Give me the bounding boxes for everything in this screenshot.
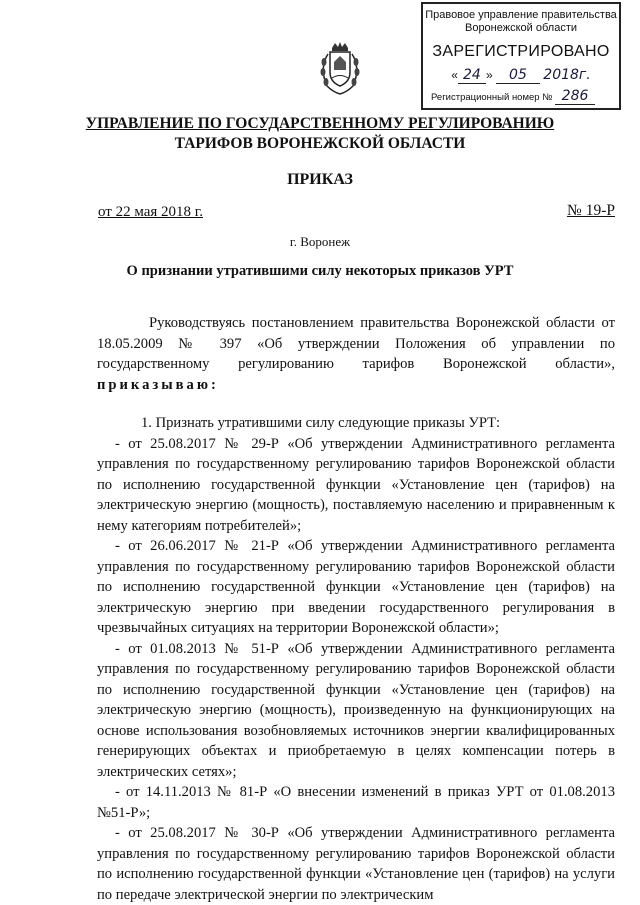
repealed-order-entry: - от 25.08.2017 № 30-Р «Об утверждении Административного регламента управления по государственному регулированию тарифов Воронежской области по исполнению государственной функции «Установление цен (тарифов) на услуги по передаче электрической энергии по электрическим [97, 825, 615, 903]
stamp-reg-number-value: 286 [555, 88, 595, 105]
order-date: от 22 мая 2018 г. [98, 204, 204, 220]
registration-stamp [421, 2, 621, 110]
stamp-reg-number [423, 88, 619, 105]
order-subject: О признании утратившими силу некоторых приказов УРТ [126, 263, 514, 279]
repealed-order-entry: - от 01.08.2013 № 51-Р «Об утверждении Административного регламента управления по государственному регулированию тарифов Воронежской области по исполнению государственной функции «Установление цен (тарифов) на электрическую энергию (мощность), произведенную на функционирующих на основе использования возобновляемых источников энергии квалифицированных генерирующих объектах и приобретаемую в целях компенсации потерь в электрических сетях»; [97, 640, 615, 780]
order-city: г. Воронеж [289, 234, 351, 249]
stamp-year: 2018г. [543, 67, 591, 83]
stamp-day: 24 [458, 67, 486, 84]
stamp-org [423, 9, 619, 35]
agency-header [60, 114, 580, 154]
stamp-reg-number-label: Регистрационный номер № [431, 92, 553, 103]
stamp-status: ЗАРЕГИСТРИРОВАНО [432, 43, 610, 60]
stamp-org-line2: Воронежской области [464, 22, 577, 34]
agency-name-line2: ТАРИФОВ ВОРОНЕЖСКОЙ ОБЛАСТИ [174, 135, 466, 152]
repealed-order-entry: - от 25.08.2017 № 29-Р «Об утверждении Административного регламента управления по государственному регулированию тарифов Воронежской области по исполнению государственной функции «Установление цен (тарифов) на электрическую энергию (мощность), поставляемую населению и приравненным к нему категориям потребителей»; [97, 435, 615, 534]
preamble-paragraph [97, 313, 615, 395]
repealed-order-entry: - от 26.06.2017 № 21-Р «Об утверждении Административного регламента управления по государственному регулированию тарифов Воронежской области по исполнению государственной функции «Установление цен (тарифов) на электрическую энергию при введении государственного регулирования в чрезвычайных ситуациях на территории Воронежской области»; [97, 538, 615, 636]
preamble-text: Руководствуясь постановлением правительства Воронежской области от 18.05.2009 № 397 «Об утверждении Положения об управлении по государственному регулированию тарифов Воронежской области», [97, 315, 615, 372]
command-word: приказываю: [97, 376, 219, 393]
order-body [97, 313, 615, 905]
repealed-order-entry: - от 14.11.2013 № 81-Р «О внесении изменений в приказ УРТ от 01.08.2013 №51-Р»; [97, 784, 615, 821]
stamp-month: 05 [496, 67, 540, 84]
stamp-org-line1: Правовое управление правительства [425, 9, 617, 21]
stamp-date: « 24 » 05 2018г. [451, 67, 591, 83]
order-title: ПРИКАЗ [287, 171, 353, 188]
agency-name-line1: УПРАВЛЕНИЕ ПО ГОСУДАРСТВЕННОМУ РЕГУЛИРОВАНИЮ [85, 115, 555, 132]
order-number: № 19-Р [567, 202, 615, 219]
voronezh-coat-of-arms-icon [315, 40, 365, 98]
item-1: 1. Признать утратившими силу следующие приказы УРТ: [141, 415, 501, 431]
